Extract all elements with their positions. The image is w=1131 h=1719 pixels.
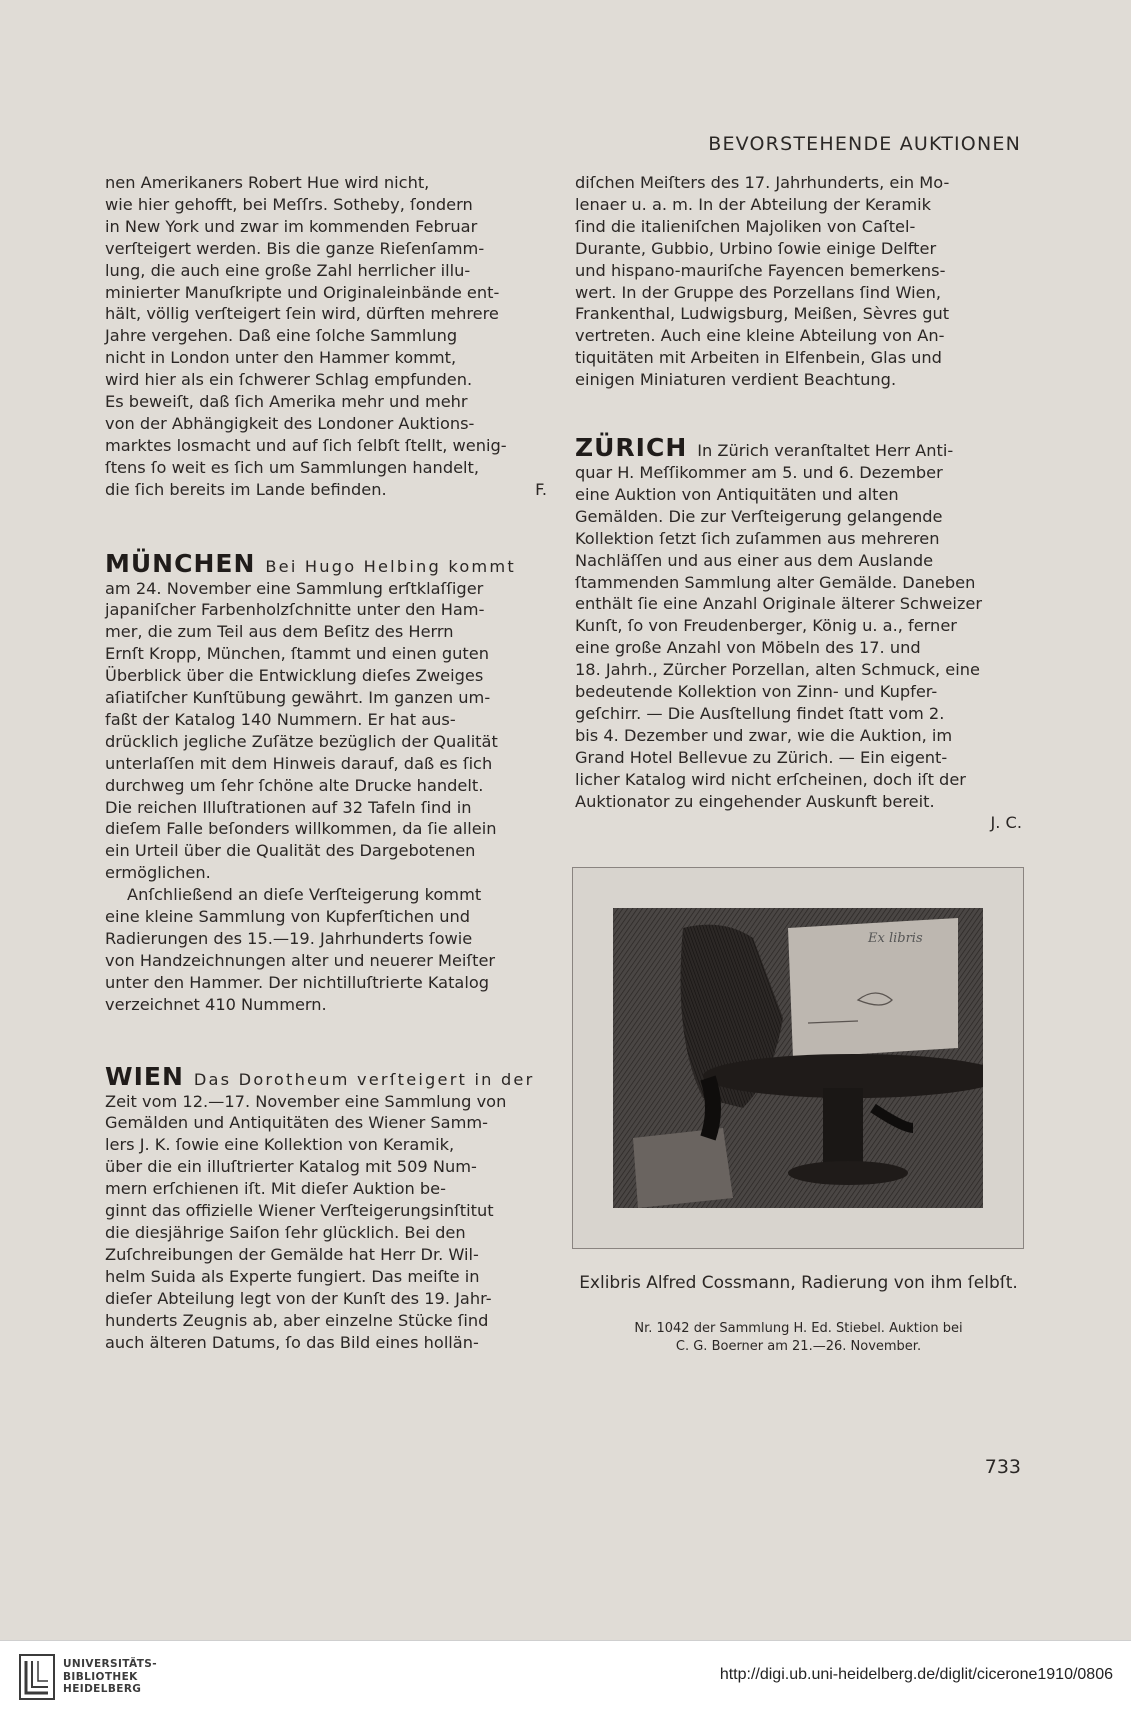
section-heading: ZÜRICH [575, 433, 688, 463]
text-line: tiquitäten mit Arbeiten in Elfenbein, Glas und [575, 348, 942, 368]
text-line: Überblick über die Entwicklung dieſes Zweiges [105, 666, 484, 686]
text-line: eine Auktion von Antiquitäten und alten [575, 484, 899, 504]
text-line: von Handzeichnungen alter und neuerer Meiſter [105, 950, 496, 970]
text-line: lenaer u. a. m. In der Abteilung der Keramik [575, 194, 932, 214]
text-line: und hispano-mauriſche Fayencen bemerkens- [575, 260, 946, 280]
text-line: ginnt das offizielle Wiener Verſteigerungsinſtitut [105, 1201, 494, 1221]
text-line: vertreten. Auch eine kleine Abteilung von An- [575, 326, 945, 346]
text-line: wert. In der Gruppe des Porzellans ſind Wien, [575, 282, 941, 302]
text-line: enthält ſie eine Anzahl Originale älterer Schweizer [575, 594, 982, 614]
signature: F. [535, 479, 547, 499]
text-line: lers J. K. ſowie eine Kollektion von Keramik, [105, 1135, 455, 1155]
text-line: hält, völlig verſteigert ſein wird, dürften mehrere [105, 304, 499, 324]
text-line: Radierungen des 15.—19. Jahrhunderts ſowie [105, 929, 473, 948]
text-line: Zuſchreibungen der Gemälde hat Herr Dr. Wil- [105, 1244, 479, 1264]
section-heading: WIEN [105, 1061, 184, 1091]
section-muenchen [105, 548, 547, 1016]
text-line: mer, die zum Teil aus dem Beſitz des Herrn [105, 622, 454, 642]
text-line: helm Suida als Experte fungiert. Das meiſte in [105, 1266, 480, 1286]
text-line: ſtammenden Sammlung alter Gemälde. Daneben [575, 572, 976, 592]
text-line: lung, die auch eine große Zahl herrlicher illu- [105, 260, 471, 280]
text-line: japaniſcher Farbenholzſchnitte unter den Ham- [105, 600, 485, 620]
text-fragment: Bei Hugo Helbing kommt [265, 556, 516, 576]
text-line: ein Urteil über die Qualität des Dargebotenen [105, 841, 476, 861]
left-column [105, 172, 547, 1353]
section-zuerich [575, 433, 1022, 834]
text-line: Kollektion ſetzt ſich zuſammen aus mehreren [575, 528, 940, 548]
text-line: Grand Hotel Bellevue zu Zürich. — Ein eigent- [575, 747, 948, 767]
section-first-line [105, 548, 547, 578]
text-line: einigen Miniaturen verdient Beachtung. [575, 370, 897, 390]
library-name-line: UNIVERSITÄTS- [63, 1658, 158, 1670]
text-line: wie hier gehofft, bei Meſſrs. Sotheby, ſondern [105, 194, 473, 214]
page-number: 733 [984, 1456, 1021, 1478]
text-line: wird hier als ein ſchwerer Schlag empfunden. [105, 370, 473, 390]
text-line: die diesjährige Saiſon ſehr glücklich. Bei den [105, 1222, 466, 1242]
ex-libris-inscription: Ex libris [868, 931, 923, 946]
running-head: BEVORSTEHENDE AUKTIONEN [708, 133, 1021, 155]
text-line: dieſer Abteilung legt von der Kunſt des 19. Jahr- [105, 1288, 492, 1308]
text-line: Kunſt, ſo von Freudenberger, König u. a., ferner [575, 616, 957, 636]
text-line: Gemälden und Antiquitäten des Wiener Samm- [105, 1113, 488, 1133]
text-line: Zeit vom 12.—17. November eine Sammlung von [105, 1091, 507, 1111]
text-line: verzeichnet 410 Nummern. [105, 994, 327, 1014]
text-line: Ernſt Kropp, München, ſtammt und einen guten [105, 644, 489, 664]
figure-caption: Exlibris Alfred Cossmann, Radierung von ihm ſelbſt. [579, 1273, 1018, 1293]
text-line: marktes losmacht und auf ſich ſelbſt ſtellt, wenig- [105, 435, 507, 455]
text-line-with-signature [105, 479, 547, 501]
exlibris-etching [572, 867, 1024, 1249]
text-line: faßt der Katalog 140 Nummern. Er hat aus- [105, 709, 456, 729]
text-line: ermöglichen. [105, 863, 211, 883]
text-line: hunderts Zeugnis ab, aber einzelne Stücke ſind [105, 1310, 489, 1330]
text-line: Durante, Gubbio, Urbino ſowie einige Delfter [575, 238, 937, 258]
text-line: auch älteren Datums, ſo das Bild eines hollän- [105, 1332, 479, 1352]
caption-detail-line: C. G. Boerner am 21.—26. November. [675, 1339, 922, 1354]
text-line: aſiatiſcher Kunſtübung gewährt. Im ganzen um- [105, 688, 491, 708]
text-line: eine große Anzahl von Möbeln des 17. und [575, 638, 921, 658]
text-line: ſtens ſo weit es ſich um Sammlungen handelt, [105, 457, 480, 477]
table-pedestal [823, 1088, 863, 1168]
section-wien [105, 1061, 547, 1354]
library-name-line: BIBLIOTHEK [63, 1670, 138, 1683]
digitization-footer [0, 1640, 1131, 1719]
section-first-line [105, 1061, 547, 1091]
text-line: mern erſchienen iſt. Mit dieſer Auktion be- [105, 1179, 446, 1199]
library-name-line: HEIDELBERG [63, 1683, 142, 1695]
text-line: geſchirr. — Die Ausſtellung findet ſtatt vom 2. [575, 703, 945, 723]
intro-paragraph [105, 172, 547, 501]
section-first-line [575, 433, 1022, 463]
etching-illustration [613, 908, 983, 1208]
text-line: eine kleine Sammlung von Kupferſtichen und [105, 907, 471, 927]
table-base [788, 1161, 908, 1185]
text-line: verſteigert werden. Bis die ganze Rieſenſamm- [105, 238, 485, 258]
text-line: Nachläſſen und aus einer aus dem Auslande [575, 550, 934, 570]
section-heading: MÜNCHEN [105, 548, 256, 578]
right-column [575, 172, 1022, 834]
text-line: unterlaſſen mit dem Hinweis darauf, daß es ſich [105, 753, 493, 773]
text-line: über die ein illuſtrierter Katalog mit 509 Num- [105, 1157, 477, 1177]
text-fragment: In Zürich veranſtaltet Herr Anti- [697, 441, 954, 461]
text-line: Die reichen Illuſtrationen auf 32 Tafeln ſind in [105, 797, 472, 817]
text-line: drücklich jegliche Zuſätze bezüglich der Qualität [105, 731, 498, 751]
signature: J. C. [990, 813, 1022, 833]
caption-detail-line: Nr. 1042 der Sammlung H. Ed. Stiebel. Auktion bei [634, 1321, 963, 1336]
text-line: in New York und zwar im kommenden Februar [105, 216, 478, 236]
library-name [63, 1658, 157, 1696]
text-line: quar H. Meſſikommer am 5. und 6. Dezember [575, 462, 943, 482]
text-line: nicht in London unter den Hammer kommt, [105, 348, 457, 368]
figure-leg [708, 1078, 713, 1138]
text-line: Gemälden. Die zur Verſteigerung gelangende [575, 506, 943, 526]
text-line: unter den Hammer. Der nichtilluſtrierte Katalog [105, 972, 490, 992]
wien-continuation [575, 172, 1022, 391]
text-line: Frankenthal, Ludwigsburg, Meißen, Sèvres gut [575, 304, 950, 324]
text-line: diſchen Meiſters des 17. Jahrhunderts, ein Mo- [575, 173, 950, 192]
text-line: durchweg um ſehr ſchöne alte Drucke handelt. [105, 775, 484, 795]
text-line: bis 4. Dezember und zwar, wie die Auktion, im [575, 725, 953, 745]
text-line: Jahre vergehen. Daß eine ſolche Sammlung [105, 326, 458, 346]
text-line: dieſem Falle beſonders willkommen, da ſie allein [105, 819, 497, 839]
text-line: minierter Manuſkripte und Originaleinbände ent- [105, 282, 500, 302]
text-line: 18. Jahrh., Zürcher Porzellan, alten Schmuck, eine [575, 660, 980, 680]
university-library-logo-icon [18, 1653, 56, 1701]
text-fragment: Das Dorotheum verſteigert in der [193, 1069, 535, 1089]
footstool [633, 1128, 733, 1208]
text-line: licher Katalog wird nicht erſcheinen, doch iſt der [575, 769, 966, 789]
text-line: Es beweiſt, daß ſich Amerika mehr und mehr [105, 392, 468, 412]
text-line: nen Amerikaners Robert Hue wird nicht, [105, 173, 430, 192]
text-line: Anſchließend an dieſe Verſteigerung kommt [127, 885, 482, 905]
text-line: von der Abhängigkeit des Londoner Auktions- [105, 413, 475, 433]
text-line: bedeutende Kollektion von Zinn- und Kupfer- [575, 682, 938, 702]
text-line: Auktionator zu eingehender Auskunft bereit. [575, 791, 935, 811]
source-url-link[interactable]: http://digi.ub.uni-heidelberg.de/diglit/cicerone1910/0806 [719, 1666, 1113, 1683]
text-fragment: die ſich bereits im Lande befinden. [105, 479, 387, 499]
text-line: am 24. November eine Sammlung erſtklaſſiger [105, 578, 484, 598]
figure-caption-details [575, 1320, 1022, 1356]
text-line: ſind die italieniſchen Majoliken von Caſtel- [575, 216, 916, 236]
